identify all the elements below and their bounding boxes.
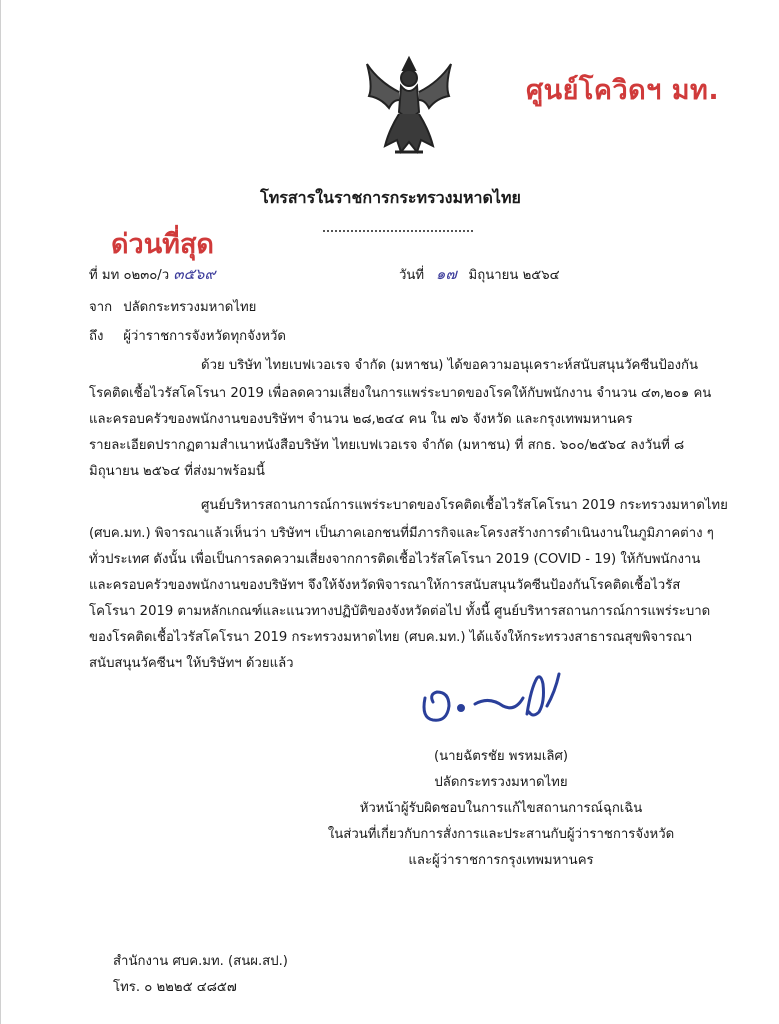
garuda-emblem-icon [359, 52, 459, 162]
paragraph-1-line: มิถุนายน ๒๕๖๔ ที่ส่งมาพร้อมนี้ [89, 464, 265, 479]
from-label: จาก [89, 300, 113, 315]
signatory-position: ในส่วนที่เกี่ยวกับการสั่งการและประสานกับผู้ว่าราชการจังหวัด [327, 827, 675, 842]
date-line [399, 262, 560, 286]
urgency-label: ด่วนที่สุด [111, 229, 214, 260]
signatory-name: (นายฉัตรชัย พรหมเลิศ) [433, 749, 569, 764]
from-line [89, 296, 256, 317]
date-label: วันที่ [399, 268, 425, 283]
paragraph-2-line: สนับสนุนวัคซีนฯ ให้บริษัทฯ ด้วยแล้ว [89, 656, 294, 671]
covid-center-stamp: ศูนย์โควิดฯ มท. [526, 75, 720, 106]
paragraph-1-line: ด้วย บริษัท ไทยเบฟเวอเรจ จำกัด (มหาชน) ได้ขอความอนุเคราะห์สนับสนุนวัคซีนป้องกัน [201, 358, 699, 373]
signatory-position: และผู้ว่าราชการกรุงเทพมหานคร [408, 853, 594, 868]
signatory-position: ปลัดกระทรวงมหาดไทย [434, 775, 568, 790]
paragraph-2-line: ของโรคติดเชื้อไวรัสโคโรนา 2019 กระทรวงมหาดไทย (ศบค.มท.) ได้แจ้งให้กระทรวงสาธารณสุขพิจารณา [89, 630, 693, 645]
document-title: โทรสารในราชการกระทรวงมหาดไทย [260, 188, 521, 207]
footer-phone: โทร. ๐ ๒๒๒๕ ๔๘๕๗ [113, 980, 237, 995]
paragraph-2-line: (ศบค.มท.) พิจารณาแล้วเห็นว่า บริษัทฯ เป็นภาคเอกชนที่มีภารกิจและโครงสร้างการดำเนินงานในภูมิภาคต่าง ๆ [89, 526, 714, 541]
paragraph-1-line: และครอบครัวของพนักงานของบริษัทฯ จำนวน ๒๘,๒๔๔ คน ใน ๗๖ จังหวัด และกรุงเทพมหานคร [89, 412, 633, 427]
paragraph-1-line: โรคติดเชื้อไวรัสโคโรนา 2019 เพื่อลดความเสี่ยงในการแพร่ระบาดของโรคให้กับพนักงาน จำนวน ๔๓,๒๐๑ คน [89, 386, 712, 401]
reference-number: ๓๕๖๙ [173, 265, 216, 283]
reference-line [89, 262, 215, 286]
to-value: ผู้ว่าราชการจังหวัดทุกจังหวัด [123, 329, 286, 344]
to-line [89, 325, 286, 346]
date-day: ๑๗ [435, 265, 457, 283]
paragraph-1-line: รายละเอียดปรากฏตามสำเนาหนังสือบริษัท ไทยเบฟเวอเรจ จำกัด (มหาชน) ที่ สกธ. ๖๐๐/๒๕๖๔ ลงวันที่ ๘ [89, 438, 685, 453]
reference-label: ที่ มท ๐๒๓๐/ว [89, 268, 170, 283]
paragraph-2-line: โคโรนา 2019 ตามหลักเกณฑ์และแนวทางปฏิบัติของจังหวัดต่อไป ทั้งนี้ ศูนย์บริหารสถานการณ์การแพร่ระบาด [89, 604, 711, 619]
footer-office: สำนักงาน ศบค.มท. (สนผ.สป.) [113, 954, 288, 969]
handwritten-signature [419, 668, 569, 728]
paragraph-2-line: และครอบครัวของพนักงานของบริษัทฯ จึงให้จังหวัดพิจารณาให้การสนับสนุนวัคซีนป้องกันโรคติดเชื้อไวรัส [89, 578, 681, 593]
from-value: ปลัดกระทรวงมหาดไทย [123, 300, 257, 315]
signatory-position: หัวหน้าผู้รับผิดชอบในการแก้ไขสถานการณ์ฉุกเฉิน [359, 801, 643, 816]
paragraph-2-line: ทั่วประเทศ ดังนั้น เพื่อเป็นการลดความเสี่ยงจากการติดเชื้อไวรัสโคโรนา 2019 (COVID - 19) ให้กับพนักงาน [89, 552, 701, 567]
paragraph-2-line: ศูนย์บริหารสถานการณ์การแพร่ระบาดของโรคติดเชื้อไวรัสโคโรนา 2019 กระทรวงมหาดไทย [201, 498, 728, 513]
title-underline [323, 230, 473, 232]
date-month-year: มิถุนายน ๒๕๖๔ [468, 268, 560, 283]
to-label: ถึง [89, 329, 104, 344]
